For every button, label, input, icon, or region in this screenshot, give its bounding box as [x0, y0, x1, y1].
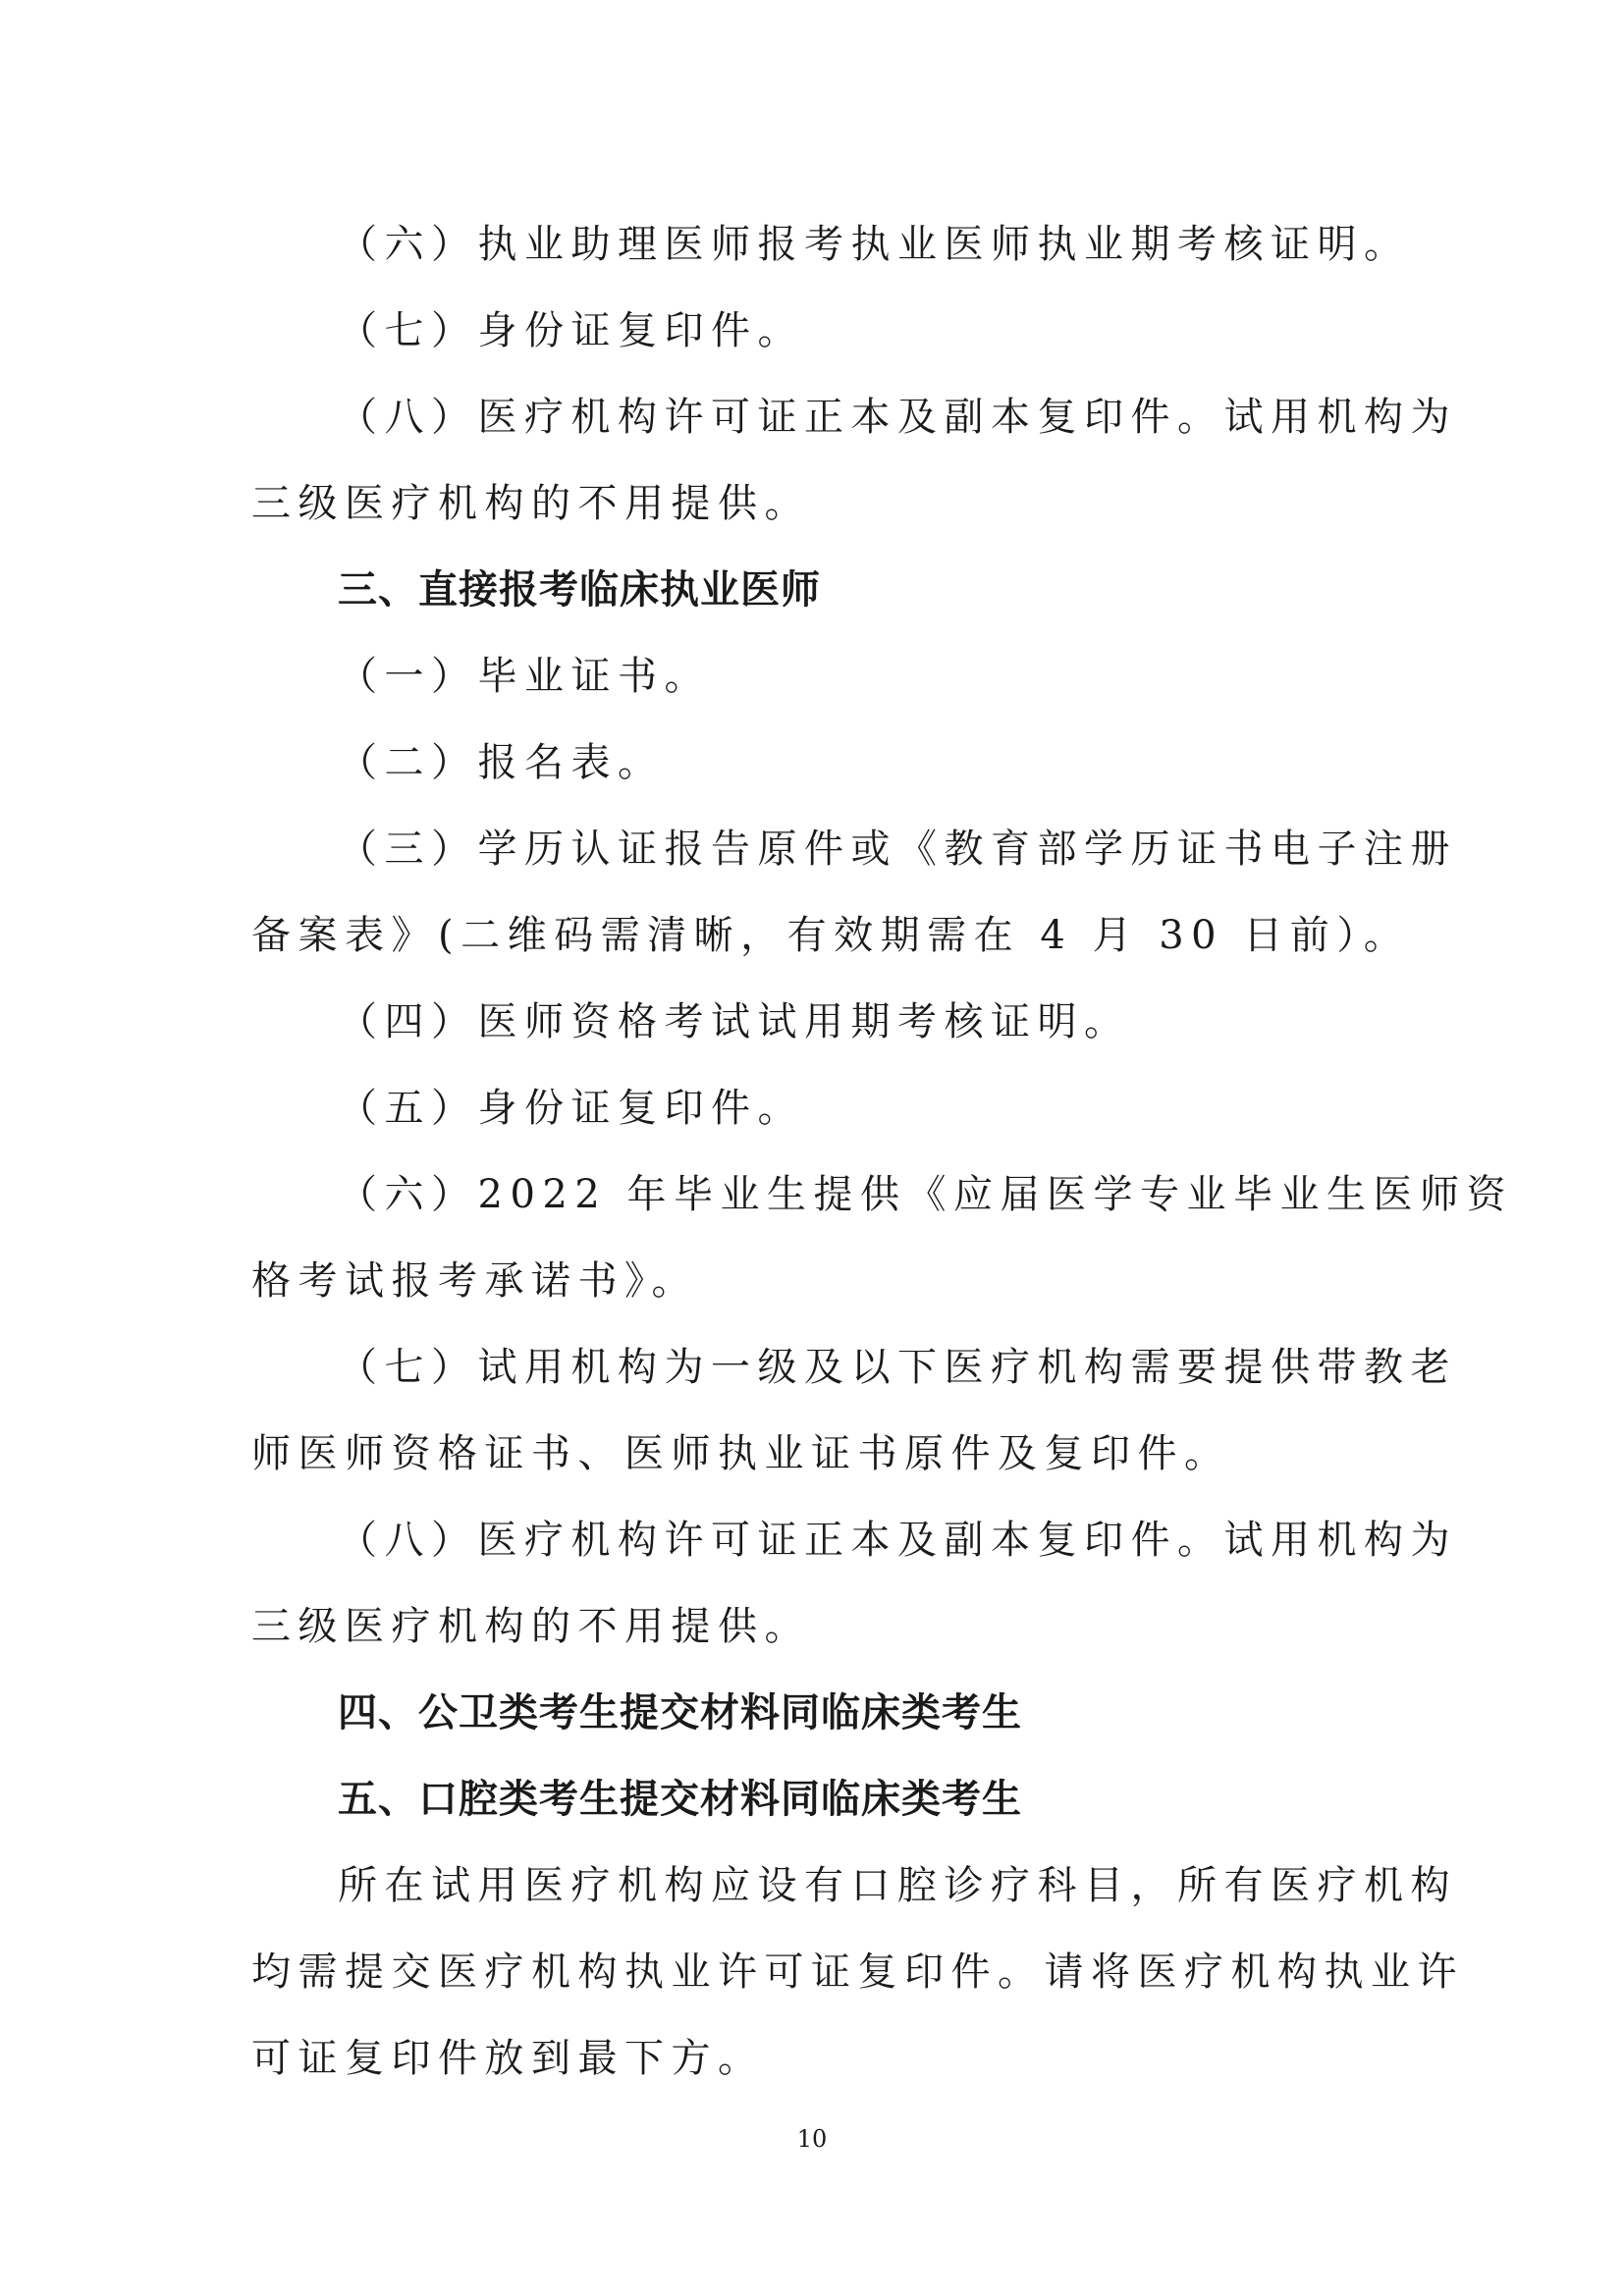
- list-item: （六）执业助理医师报考执业医师执业期考核证明。: [338, 222, 1411, 267]
- list-item: （七）身份证复印件。: [338, 308, 804, 353]
- paragraph-line: 可证复印件放到最下方。: [251, 2036, 765, 2081]
- list-item-continuation: 三级医疗机构的不用提供。: [251, 1604, 811, 1649]
- page-number: 10: [796, 2125, 828, 2153]
- list-item: （七）试用机构为一级及以下医疗机构需要提供带教老: [338, 1345, 1457, 1390]
- paragraph-line: 所在试用医疗机构应设有口腔诊疗科目，所有医疗机构: [338, 1863, 1457, 1908]
- list-item-continuation: 格考试报考承诺书》。: [251, 1258, 698, 1304]
- section-heading: 五、口腔类考生提交材料同临床类考生: [338, 1777, 1022, 1822]
- document-body: [251, 201, 1514, 2102]
- list-item: （三）学历认证报告原件或《教育部学历证书电子注册: [338, 827, 1457, 872]
- list-item-continuation: 三级医疗机构的不用提供。: [251, 481, 811, 526]
- paragraph-line: 均需提交医疗机构执业许可证复印件。请将医疗机构执业许: [251, 1949, 1464, 1995]
- list-item: （四）医师资格考试试用期考核证明。: [338, 999, 1131, 1044]
- list-item-continuation: 师医师资格证书、医师执业证书原件及复印件。: [251, 1431, 1231, 1476]
- list-item-continuation: 备案表》(二维码需清晰，有效期需在 4 月 30 日前）。: [251, 913, 1411, 958]
- list-item: （八）医疗机构许可证正本及副本复印件。试用机构为: [338, 1518, 1457, 1563]
- list-item: （二）报名表。: [338, 740, 665, 785]
- list-item: （六）2022 年毕业生提供《应届医学专业毕业生医师资: [338, 1172, 1514, 1217]
- list-item: （五）身份证复印件。: [338, 1086, 804, 1131]
- list-item: （八）医疗机构许可证正本及副本复印件。试用机构为: [338, 395, 1457, 440]
- section-heading: 三、直接报考临床执业医师: [338, 567, 821, 613]
- section-heading: 四、公卫类考生提交材料同临床类考生: [338, 1690, 1022, 1735]
- list-item: （一）毕业证书。: [338, 654, 711, 699]
